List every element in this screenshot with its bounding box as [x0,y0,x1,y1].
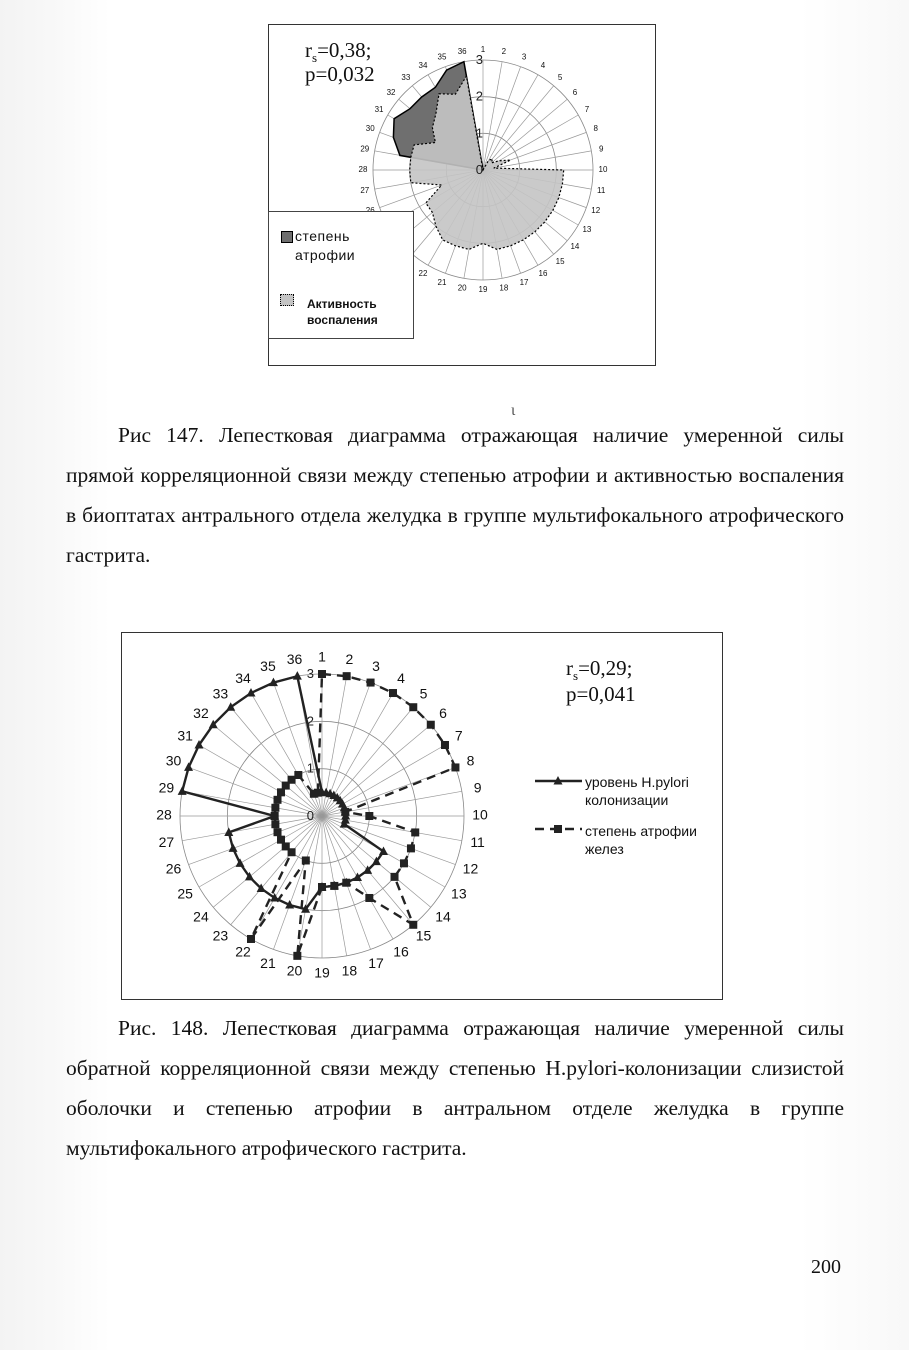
category-label-30: 30 [365,124,375,134]
category-label-28: 28 [358,165,368,175]
category-label-23: 23 [212,927,229,944]
series-2-point-25 [277,836,285,844]
series-1-point-33 [226,702,235,711]
category-label-35: 35 [260,658,276,675]
category-label-3: 3 [521,52,527,62]
category-label-4: 4 [397,669,405,686]
category-label-20: 20 [457,283,467,293]
category-label-28: 28 [156,806,172,823]
series-2-point-13 [400,859,408,867]
series-1-point-29 [178,786,187,795]
category-label-4: 4 [540,61,546,71]
series-2-point-3 [367,679,375,687]
category-label-34: 34 [418,61,428,71]
category-label-26: 26 [165,860,182,877]
category-label-16: 16 [538,269,548,279]
category-label-2: 2 [345,651,354,668]
category-label-8: 8 [593,124,598,134]
series-2-point-22 [247,935,255,943]
category-label-36: 36 [286,651,303,668]
series-2-point-17 [342,879,350,887]
category-label-34: 34 [235,669,251,686]
category-label-6: 6 [572,87,578,97]
category-label-1: 1 [318,648,326,665]
legend-atrophy-line2: атрофии [295,247,356,263]
legend-hp-line2: колонизации [585,792,669,808]
category-label-32: 32 [386,87,396,97]
scan-mark: ι [511,402,516,419]
figure-147-p: p=0,032 [305,62,375,86]
series-2-point-1 [318,670,326,678]
category-label-25: 25 [177,885,193,902]
axis-tick-label-3: 3 [475,52,483,67]
axis-tick-label-2: 2 [306,713,314,729]
category-label-24: 24 [193,908,209,925]
legend-atrophy-glands-line1: степень атрофии [585,823,697,839]
legend-label-hp [585,773,689,809]
category-label-11: 11 [597,185,606,195]
category-label-30: 30 [165,752,182,769]
legend-atrophy-glands-line2: желез [585,841,624,857]
series-2-point-19 [318,883,326,891]
category-label-27: 27 [158,834,175,851]
category-label-31: 31 [177,727,193,744]
category-label-13: 13 [451,885,467,902]
category-label-35: 35 [437,52,447,62]
category-label-20: 20 [286,962,303,979]
category-label-22: 22 [418,269,428,279]
figure-148-p: p=0,041 [566,682,636,706]
series-2-point-8 [451,763,459,771]
category-label-10: 10 [472,806,488,823]
category-label-7: 7 [454,727,463,744]
category-label-2: 2 [501,46,507,56]
category-label-14: 14 [570,242,580,252]
category-label-17: 17 [519,277,529,287]
axis-tick-label-1: 1 [475,125,483,141]
page-number: 200 [811,1256,841,1278]
series-2-point-28 [271,812,279,820]
series-2-point-21 [302,856,310,864]
figure-147-rs-text: =0,38; [317,38,372,62]
series-2-point-10 [365,812,373,820]
category-label-3: 3 [372,658,380,675]
figure-148-caption: Рис. 148. Лепестковая диаграмма отражающая наличие умеренной силы обратной корреляционной связи между степенью H.pylori-колонизации слизистой оболочки и степенью атрофии в антральном отделе желудка в группе мультифокального атрофического гастрита. [66,1016,844,1160]
category-label-17: 17 [368,955,384,972]
category-label-32: 32 [193,705,209,722]
series-2-point-16 [365,894,373,902]
category-label-8: 8 [466,752,475,769]
series-2-point-36 [314,789,322,797]
series-2-point-5 [409,703,417,711]
category-label-21: 21 [260,955,276,972]
category-label-1: 1 [480,45,486,55]
series-1-point-30 [184,762,193,771]
series-2-point-14 [391,873,399,881]
series-2-point-12 [407,844,415,852]
category-label-11: 11 [470,834,485,851]
legend-activity-line1: Активность [307,297,377,311]
category-label-18: 18 [341,962,358,979]
series-2-point-26 [274,828,282,836]
category-label-29: 29 [360,144,370,154]
series-2-point-2 [343,672,351,680]
category-label-5: 5 [419,685,428,702]
axis-tick-label-3: 3 [306,666,314,681]
category-label-29: 29 [158,779,175,796]
category-label-12: 12 [462,860,479,877]
axis-tick-label-2: 2 [475,88,483,104]
series-2-point-29 [271,804,279,812]
figure-148-rs: $r_s=0,29$; [566,656,633,684]
category-label-15: 15 [555,257,565,267]
axis-tick-label-0: 0 [306,808,314,823]
category-label-16: 16 [393,943,409,960]
series-2-point-7 [441,741,449,749]
figure-147-rs: $r_s=0,38$; [305,38,372,66]
category-label-31: 31 [374,105,384,115]
series-2-point-20 [293,952,301,960]
legend-atrophy-square-icon [554,825,562,833]
category-label-19: 19 [314,964,330,981]
figure-148-rs-text: =0,29; [578,656,633,680]
category-label-21: 21 [437,277,447,287]
legend-label-atrophy-glands [585,822,697,858]
category-label-14: 14 [435,908,451,925]
series-2-point-18 [330,882,338,890]
legend-activity-line2: воспаления [307,313,378,327]
series-2-point-30 [274,796,282,804]
series-2-point-4 [389,689,397,697]
category-label-33: 33 [401,73,411,83]
axis-tick-label-0: 0 [475,162,483,177]
category-label-18: 18 [499,283,509,293]
legend-atrophy-line1: степень [295,228,350,244]
series-2-point-6 [427,721,435,729]
category-label-9: 9 [598,144,604,154]
series-2-point-34 [294,771,302,779]
category-label-36: 36 [457,46,467,56]
category-label-22: 22 [235,943,251,960]
series-1-point-25 [236,858,245,867]
series-2-point-9 [341,808,349,816]
series-2-point-27 [271,820,279,828]
legend-hp-line1: уровень H.pylori [585,774,689,790]
figure-147-caption: Рис 147. Лепестковая диаграмма отражающая наличие умеренной силы прямой корреляционной связи между степенью атрофии и активностью воспаления в биоптатах антрального отдела желудка в группе мультифокального атрофического гастрита. [66,423,844,567]
series-1-point-26 [229,843,238,852]
category-label-10: 10 [598,165,608,175]
category-label-15: 15 [415,927,432,944]
category-label-5: 5 [557,73,563,83]
category-label-7: 7 [584,105,590,115]
axis-tick-label-1: 1 [306,760,314,776]
category-label-6: 6 [439,705,447,722]
category-label-12: 12 [591,206,601,216]
category-label-13: 13 [582,225,592,235]
category-label-33: 33 [212,685,229,702]
category-label-9: 9 [473,779,482,796]
category-label-27: 27 [360,185,370,195]
series-2-point-11 [411,828,419,836]
category-label-19: 19 [478,285,488,295]
